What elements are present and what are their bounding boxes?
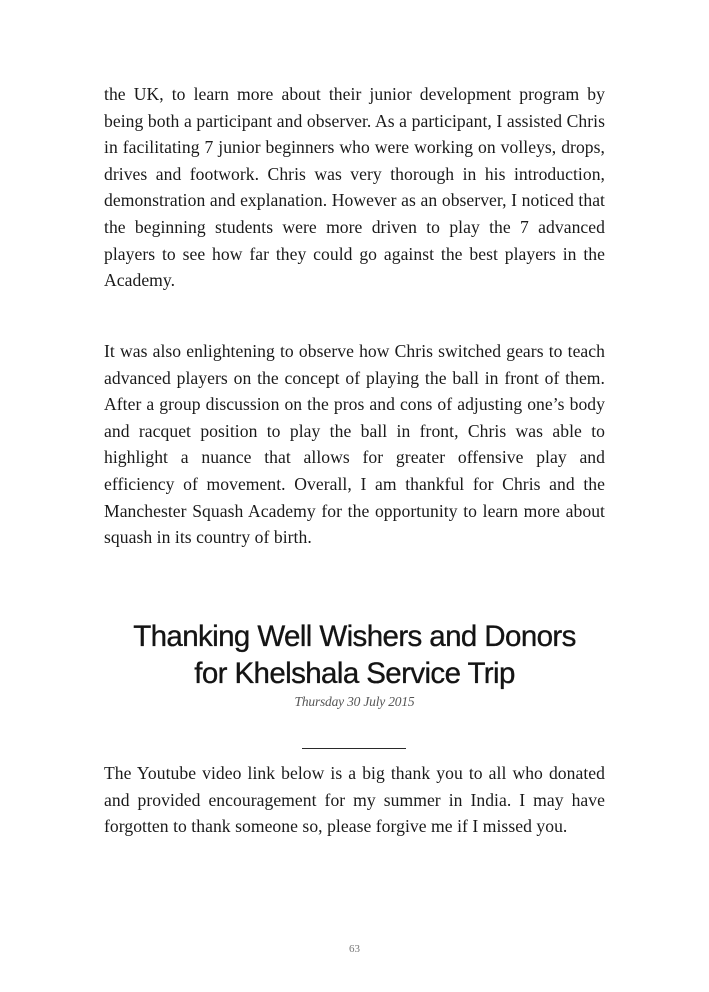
- post-date: Thursday 30 July 2015: [294, 694, 415, 709]
- section-heading: [60, 618, 649, 692]
- heading-line-2: for Khelshala Service Trip: [194, 657, 515, 690]
- article-paragraph-advanced-players: It was also enlightening to observe how Chris switched gears to teach advanced players on the concept of playing the ball in front of them. After a group discussion on the pros and cons of adjusting one’s body and racquet position to play the ball in front, Chris was able to highlight a nuance that allows for greater offensive play and efficiency of movement. Overall, I am thankful for Chris and the Manchester Squash Academy for the opportunity to learn more about squash in its country of birth.: [104, 341, 605, 548]
- heading-line-1: Thanking Well Wishers and Donors: [133, 620, 576, 653]
- page-number: 63: [349, 943, 360, 955]
- article-paragraph-thank-you: The Youtube video link below is a big thank you to all who donated and provided encouragement for my summer in India. I may have forgotten to thank someone so, please forgive me if I missed you.: [104, 763, 605, 837]
- article-paragraph-academy-visit: the UK, to learn more about their junior development program by being both a participant and observer. As a participant, I assisted Chris in facilitating 7 junior beginners who were working on volleys, drops, drives and footwork. Chris was very thorough in his introduction, demonstration and explanation. However as an observer, I noticed that the beginning students were more driven to play the 7 advanced players to see how far they could go against the best players in the Academy.: [104, 84, 605, 291]
- section-divider: [302, 748, 406, 749]
